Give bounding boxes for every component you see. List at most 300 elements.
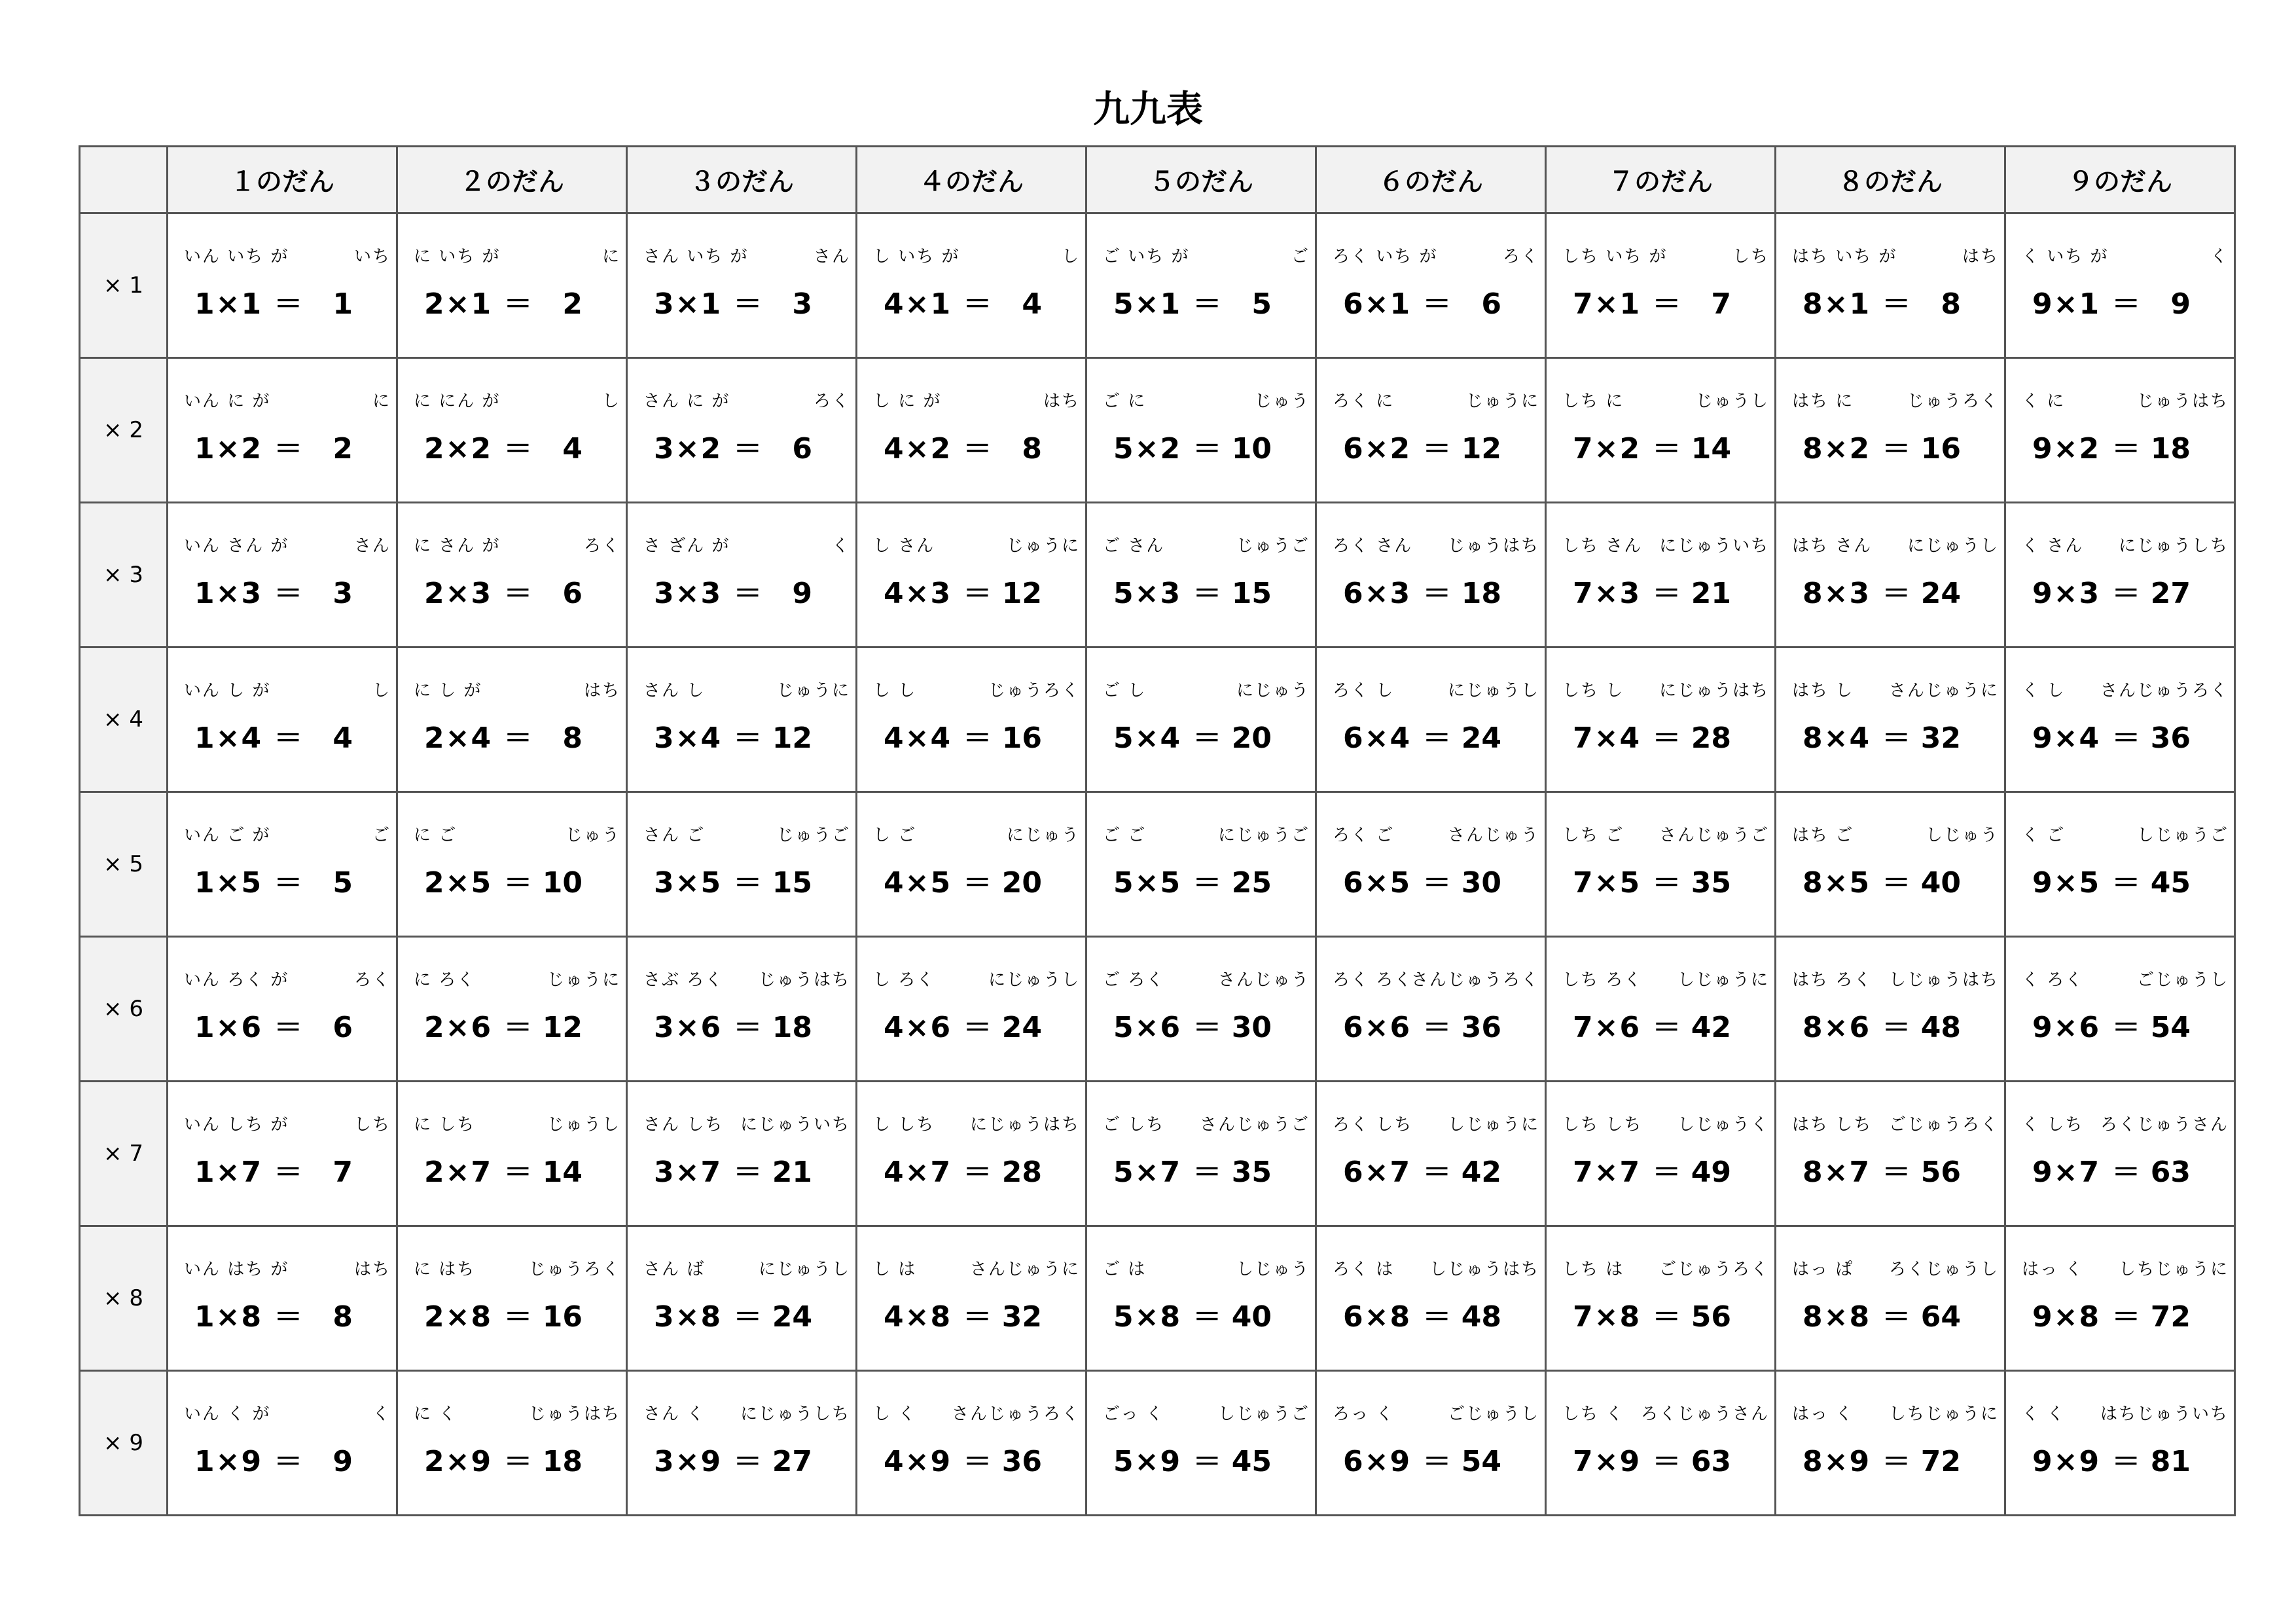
reading-line [184, 1403, 391, 1425]
table-cell [168, 1226, 397, 1371]
reading-answer: じゅうろく [528, 1260, 620, 1279]
reading-answer: さん [353, 536, 391, 556]
table-cell [168, 1371, 397, 1516]
reading-line [184, 680, 391, 702]
reading-line [2022, 824, 2229, 847]
reading-line [1792, 1114, 1999, 1136]
row-header: × 9 [80, 1371, 168, 1516]
reading-answer: ごじゅうろく [1888, 1115, 1999, 1135]
product: 24 [1001, 1011, 1042, 1044]
reading-left: ろく は [1333, 1260, 1395, 1279]
table-cell [168, 937, 397, 1082]
product: 10 [1231, 432, 1272, 465]
product: 7 [1711, 287, 1731, 321]
product: 36 [1001, 1445, 1042, 1478]
column-header: １のだん [168, 147, 397, 213]
product: 4 [332, 721, 353, 755]
expression: 3×7 ＝ [654, 1156, 764, 1189]
reading-line [1562, 390, 1769, 412]
expression: 4×4 ＝ [884, 721, 994, 755]
reading-answer: さんじゅうろく [951, 1404, 1080, 1424]
expression: 5×4 ＝ [1113, 721, 1223, 755]
reading-answer: しじゅう [1236, 1260, 1310, 1279]
reading-line [1792, 969, 1999, 991]
reading-line [1103, 1403, 1310, 1425]
reading-answer: さんじゅうご [1659, 826, 1769, 845]
reading-left: しち に [1562, 392, 1624, 411]
table-row [80, 937, 2235, 1082]
expression: 6×1 ＝ [1343, 287, 1453, 321]
reading-line [1333, 969, 1539, 991]
table-cell [2005, 213, 2235, 358]
product: 6 [562, 577, 583, 610]
reading-left: しち さん [1562, 536, 1643, 556]
reading-left: ろく さん [1333, 536, 1413, 556]
reading-left: はち し [1792, 681, 1854, 701]
reading-left: し し [873, 681, 917, 701]
table-cell [1316, 213, 1546, 358]
header-row [80, 147, 2235, 213]
reading-left: く に [2022, 392, 2066, 411]
reading-left: く いち が [2022, 247, 2109, 266]
reading-answer: じゅうし [1695, 392, 1769, 411]
product: 81 [2150, 1445, 2191, 1478]
table-cell [857, 358, 1086, 503]
reading-answer: にじゅうし [1447, 681, 1539, 701]
expression: 5×2 ＝ [1113, 432, 1223, 465]
reading-line [873, 246, 1080, 268]
expression: 7×1 ＝ [1573, 287, 1683, 321]
reading-line [1333, 1258, 1539, 1281]
reading-left: ろく しち [1333, 1115, 1413, 1135]
table-cell [397, 937, 627, 1082]
table-row [80, 358, 2235, 503]
reading-answer: しじゅうはち [1429, 1260, 1539, 1279]
table-cell [1316, 1226, 1546, 1371]
expression: 3×6 ＝ [654, 1011, 764, 1044]
row-header: × 8 [80, 1226, 168, 1371]
reading-answer: いち [353, 247, 391, 266]
table-cell [397, 358, 627, 503]
table-cell [627, 647, 857, 792]
expression: 2×5 ＝ [424, 866, 534, 900]
table-cell [168, 503, 397, 647]
reading-answer: さんじゅうご [1199, 1115, 1310, 1135]
reading-line [1103, 1114, 1310, 1136]
product: 18 [772, 1011, 812, 1044]
table-cell [1546, 503, 1776, 647]
product: 15 [772, 866, 812, 900]
reading-answer: じゅうに [1465, 392, 1539, 411]
table-cell [1316, 937, 1546, 1082]
reading-left: く ろく [2022, 970, 2084, 990]
product: 12 [1001, 577, 1042, 610]
reading-left: し いち が [873, 247, 960, 266]
table-cell [1086, 1371, 1316, 1516]
reading-left: ご ご [1103, 826, 1147, 845]
product: 18 [2150, 432, 2191, 465]
reading-left: さん ば [643, 1260, 706, 1279]
reading-answer: さんじゅうに [969, 1260, 1080, 1279]
reading-line [1792, 680, 1999, 702]
expression: 7×6 ＝ [1573, 1011, 1683, 1044]
product: 28 [1001, 1156, 1042, 1189]
table-cell [1316, 358, 1546, 503]
reading-line [643, 1114, 850, 1136]
product: 8 [332, 1300, 353, 1334]
table-row [80, 213, 2235, 358]
product: 40 [1920, 866, 1961, 900]
reading-answer: さん [813, 247, 850, 266]
table-cell [1086, 1082, 1316, 1226]
expression: 4×7 ＝ [884, 1156, 994, 1189]
product: 21 [772, 1156, 812, 1189]
reading-answer: ろくじゅうさん [2100, 1115, 2229, 1135]
reading-line [1792, 535, 1999, 557]
reading-answer: しじゅうく [1677, 1115, 1769, 1135]
reading-line [873, 1403, 1080, 1425]
reading-answer: ろく [583, 536, 620, 556]
reading-left: はち ろく [1792, 970, 1873, 990]
reading-left: し しち [873, 1115, 935, 1135]
reading-left: ご いち が [1103, 247, 1190, 266]
product: 64 [1920, 1300, 1961, 1334]
table-cell [168, 1082, 397, 1226]
reading-line [184, 535, 391, 557]
reading-answer: しじゅうに [1447, 1115, 1539, 1135]
reading-left: はっ ぱ [1792, 1260, 1854, 1279]
product: 42 [1691, 1011, 1731, 1044]
expression: 5×6 ＝ [1113, 1011, 1223, 1044]
expression: 2×2 ＝ [424, 432, 534, 465]
table-cell [1086, 792, 1316, 937]
reading-line [1562, 680, 1769, 702]
reading-left: に はち [414, 1260, 476, 1279]
reading-line [1103, 246, 1310, 268]
reading-left: いん に が [184, 392, 271, 411]
reading-line [2022, 535, 2229, 557]
product: 10 [542, 866, 583, 900]
table-cell [2005, 937, 2235, 1082]
reading-line [2022, 1258, 2229, 1281]
reading-line [1792, 824, 1999, 847]
reading-left: に さん が [414, 536, 501, 556]
expression: 4×5 ＝ [884, 866, 994, 900]
reading-answer: じゅう [565, 826, 620, 845]
reading-answer: にじゅうし [1907, 536, 1999, 556]
table-cell [168, 792, 397, 937]
reading-left: さん に が [643, 392, 730, 411]
expression: 3×1 ＝ [654, 287, 764, 321]
row-header: × 2 [80, 358, 168, 503]
reading-line [1333, 390, 1539, 412]
table-cell [1316, 792, 1546, 937]
reading-left: ろく ご [1333, 826, 1395, 845]
table-cell [2005, 792, 2235, 937]
product: 4 [1022, 287, 1042, 321]
product: 42 [1461, 1156, 1501, 1189]
expression: 8×2 ＝ [1803, 432, 1912, 465]
reading-left: さん ご [643, 826, 706, 845]
product: 8 [1022, 432, 1042, 465]
reading-left: に ご [414, 826, 457, 845]
reading-line [184, 1258, 391, 1281]
reading-answer: さんじゅう [1447, 826, 1539, 845]
table-cell [2005, 1082, 2235, 1226]
expression: 9×9 ＝ [2032, 1445, 2142, 1478]
product: 1 [332, 287, 353, 321]
reading-left: に く [414, 1404, 457, 1424]
reading-left: さん く [643, 1404, 706, 1424]
reading-answer: じゅうご [1236, 536, 1310, 556]
table-cell [1316, 647, 1546, 792]
reading-answer: しじゅうはち [1888, 970, 1999, 990]
product: 14 [542, 1156, 583, 1189]
expression: 9×4 ＝ [2032, 721, 2142, 755]
reading-answer: にじゅうご [1217, 826, 1310, 845]
reading-answer: さんじゅうに [1888, 681, 1999, 701]
reading-line [643, 680, 850, 702]
expression: 9×3 ＝ [2032, 577, 2142, 610]
reading-line [184, 1114, 391, 1136]
reading-answer: にじゅういち [1659, 536, 1769, 556]
table-row [80, 503, 2235, 647]
reading-line [184, 969, 391, 991]
reading-line [414, 246, 620, 268]
reading-answer: じゅうに [776, 681, 850, 701]
reading-left: はち に [1792, 392, 1854, 411]
expression: 7×8 ＝ [1573, 1300, 1683, 1334]
product: 9 [792, 577, 812, 610]
product: 45 [2150, 866, 2191, 900]
column-header: ５のだん [1086, 147, 1316, 213]
reading-left: く ご [2022, 826, 2066, 845]
reading-line [1333, 535, 1539, 557]
table-cell [1776, 1371, 2005, 1516]
table-cell [1316, 1082, 1546, 1226]
reading-answer: ろく [353, 970, 391, 990]
row-header: × 7 [80, 1082, 168, 1226]
reading-line [1333, 246, 1539, 268]
reading-left: し ろく [873, 970, 935, 990]
table-cell [1776, 1226, 2005, 1371]
table-cell [857, 647, 1086, 792]
expression: 6×2 ＝ [1343, 432, 1453, 465]
reading-line [2022, 680, 2229, 702]
reading-answer: にじゅうし [988, 970, 1080, 990]
reading-line [873, 535, 1080, 557]
reading-left: さん いち が [643, 247, 749, 266]
table-cell [2005, 1371, 2235, 1516]
reading-line [1792, 1403, 1999, 1425]
reading-line [1792, 390, 1999, 412]
table-cell [168, 647, 397, 792]
reading-line [1103, 680, 1310, 702]
expression: 8×5 ＝ [1803, 866, 1912, 900]
table-cell [627, 1226, 857, 1371]
table-cell [2005, 503, 2235, 647]
product: 16 [542, 1300, 583, 1334]
table-row [80, 1226, 2235, 1371]
reading-answer: じゅうはち [528, 1404, 620, 1424]
reading-left: いん く が [184, 1404, 271, 1424]
reading-answer: しじゅう [1925, 826, 1999, 845]
reading-left: に ろく [414, 970, 476, 990]
table-cell [1546, 1226, 1776, 1371]
column-header: ２のだん [397, 147, 627, 213]
column-header: ７のだん [1546, 147, 1776, 213]
table-cell [397, 792, 627, 937]
product: 7 [332, 1156, 353, 1189]
product: 9 [332, 1445, 353, 1478]
reading-answer: しじゅうに [1677, 970, 1769, 990]
reading-answer: しち [1732, 247, 1769, 266]
expression: 1×5 ＝ [194, 866, 304, 900]
row-header: × 6 [80, 937, 168, 1082]
reading-answer: ご [372, 826, 391, 845]
product: 49 [1691, 1156, 1731, 1189]
table-cell [1086, 937, 1316, 1082]
expression: 8×4 ＝ [1803, 721, 1912, 755]
product: 30 [1231, 1011, 1272, 1044]
expression: 8×9 ＝ [1803, 1445, 1912, 1478]
reading-line [873, 390, 1080, 412]
table-cell [1086, 358, 1316, 503]
product: 2 [332, 432, 353, 465]
table-cell [857, 937, 1086, 1082]
reading-left: いん さん が [184, 536, 289, 556]
table-cell [857, 1082, 1086, 1226]
table-cell [1776, 647, 2005, 792]
table-cell [397, 503, 627, 647]
reading-answer: じゅうご [776, 826, 850, 845]
reading-left: ろく いち が [1333, 247, 1438, 266]
reading-left: に にん が [414, 392, 501, 411]
expression: 1×9 ＝ [194, 1445, 304, 1478]
reading-answer: く [372, 1404, 391, 1424]
column-header: ３のだん [627, 147, 857, 213]
table-cell [1546, 1371, 1776, 1516]
expression: 5×7 ＝ [1113, 1156, 1223, 1189]
product: 24 [1461, 721, 1501, 755]
table-cell [2005, 647, 2235, 792]
reading-left: ご し [1103, 681, 1147, 701]
table-cell [627, 358, 857, 503]
product: 12 [542, 1011, 583, 1044]
expression: 1×3 ＝ [194, 577, 304, 610]
reading-line [643, 1258, 850, 1281]
reading-left: ご は [1103, 1260, 1147, 1279]
reading-answer: ごじゅうし [2136, 970, 2229, 990]
table-cell [857, 1371, 1086, 1516]
table-cell [397, 1371, 627, 1516]
product: 16 [1920, 432, 1961, 465]
reading-line [1792, 1258, 1999, 1281]
expression: 2×8 ＝ [424, 1300, 534, 1334]
product: 56 [1691, 1300, 1731, 1334]
expression: 2×3 ＝ [424, 577, 534, 610]
reading-line [1562, 1258, 1769, 1281]
table-cell [857, 792, 1086, 937]
reading-left: し ご [873, 826, 917, 845]
reading-left: く さん [2022, 536, 2084, 556]
expression: 4×1 ＝ [884, 287, 994, 321]
reading-line [2022, 1114, 2229, 1136]
expression: 3×4 ＝ [654, 721, 764, 755]
product: 6 [332, 1011, 353, 1044]
product: 28 [1691, 721, 1731, 755]
reading-left: はっ く [2022, 1260, 2084, 1279]
product: 20 [1001, 866, 1042, 900]
table-cell [1086, 503, 1316, 647]
reading-line [414, 390, 620, 412]
reading-answer: じゅうろく [1907, 392, 1999, 411]
expression: 9×1 ＝ [2032, 287, 2142, 321]
table-cell [397, 1226, 627, 1371]
reading-left: しち ろく [1562, 970, 1643, 990]
reading-line [414, 1403, 620, 1425]
reading-answer: じゅうに [1006, 536, 1080, 556]
table-cell [397, 647, 627, 792]
reading-line [1562, 824, 1769, 847]
reading-left: さん し [643, 681, 706, 701]
table-cell [1546, 792, 1776, 937]
reading-line [414, 824, 620, 847]
table-cell [1316, 1371, 1546, 1516]
expression: 2×1 ＝ [424, 287, 534, 321]
reading-left: しち は [1562, 1260, 1624, 1279]
reading-left: いん ご が [184, 826, 271, 845]
reading-left: さぶ ろく [643, 970, 724, 990]
table-cell [1776, 792, 2005, 937]
reading-answer: し [372, 681, 391, 701]
expression: 8×6 ＝ [1803, 1011, 1912, 1044]
expression: 9×7 ＝ [2032, 1156, 2142, 1189]
product: 5 [1251, 287, 1272, 321]
table-cell [1086, 213, 1316, 358]
reading-answer: にじゅうしち [2118, 536, 2229, 556]
reading-left: し に が [873, 392, 942, 411]
reading-left: く く [2022, 1404, 2066, 1424]
reading-answer: はち [353, 1260, 391, 1279]
reading-left: はち いち が [1792, 247, 1897, 266]
table-cell [2005, 358, 2235, 503]
reading-left: はっ く [1792, 1404, 1854, 1424]
product: 8 [1941, 287, 1961, 321]
row-header: × 5 [80, 792, 168, 937]
table-cell [1546, 937, 1776, 1082]
product: 63 [1691, 1445, 1731, 1478]
reading-answer: し [601, 392, 620, 411]
expression: 1×4 ＝ [194, 721, 304, 755]
reading-line [414, 969, 620, 991]
reading-line [2022, 969, 2229, 991]
expression: 9×2 ＝ [2032, 432, 2142, 465]
expression: 5×3 ＝ [1113, 577, 1223, 610]
reading-answer: しち [353, 1115, 391, 1135]
expression: 4×8 ＝ [884, 1300, 994, 1334]
table-cell [857, 503, 1086, 647]
product: 9 [2170, 287, 2191, 321]
reading-left: に しち [414, 1115, 476, 1135]
expression: 4×3 ＝ [884, 577, 994, 610]
product: 14 [1691, 432, 1731, 465]
expression: 2×4 ＝ [424, 721, 534, 755]
reading-left: く し [2022, 681, 2066, 701]
table-row [80, 792, 2235, 937]
reading-line [643, 1403, 850, 1425]
reading-left: いん しち が [184, 1115, 289, 1135]
